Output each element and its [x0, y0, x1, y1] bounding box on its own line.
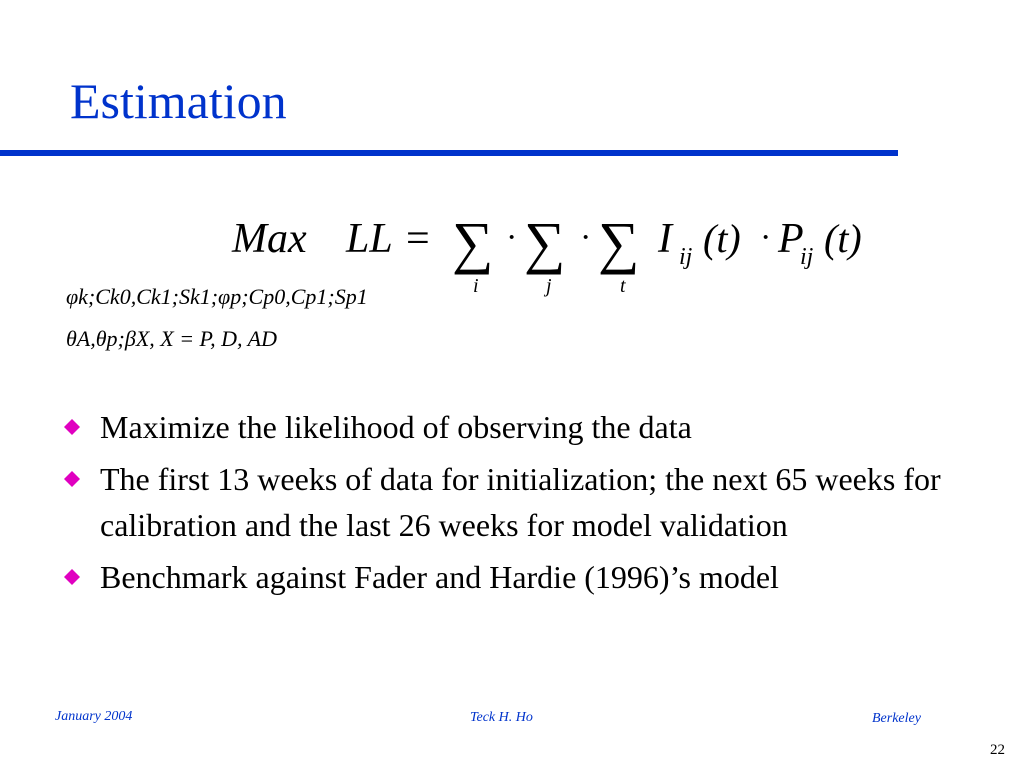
diamond-bullet-icon — [64, 471, 80, 487]
bullet-item — [64, 404, 964, 450]
diamond-bullet-icon — [64, 419, 80, 435]
diamond-bullet-icon — [64, 569, 80, 585]
parameters-line-1: φk;Ck0,Ck1;Sk1;φp;Cp0,Cp1;Sp1 — [66, 284, 368, 309]
page-number: 22 — [990, 742, 1005, 758]
slide-title: Estimation — [70, 73, 287, 129]
sum-symbol-t: ∑ — [598, 210, 640, 275]
formula-max: Max — [232, 216, 307, 262]
formula-ll: LL — [346, 216, 393, 262]
formula-i-arg: (t) — [703, 216, 741, 261]
dot-3: · — [760, 219, 772, 256]
dot-1: · — [506, 219, 518, 256]
footer-organization: Berkeley — [872, 711, 921, 726]
bullet-item — [64, 554, 964, 600]
bullet-text: The first 13 weeks of data for initialization; the next 65 weeks for calibration and the last 26 weeks for model validation — [100, 461, 941, 543]
sum-index-i: i — [473, 275, 479, 297]
dot-2: · — [580, 219, 592, 256]
likelihood-formula — [0, 0, 1024, 360]
bullet-item — [64, 456, 964, 548]
formula-i-sub: ij — [679, 244, 693, 270]
formula-p-sub: ij — [800, 244, 814, 270]
formula-equals: = — [406, 216, 430, 262]
bullet-list — [64, 404, 964, 606]
formula-i: I — [658, 216, 672, 262]
sum-index-t: t — [620, 275, 626, 297]
sum-index-j: j — [546, 275, 552, 297]
bullet-text: Benchmark against Fader and Hardie (1996)’s model — [100, 559, 779, 595]
bullet-text: Maximize the likelihood of observing the data — [100, 409, 692, 445]
sum-symbol-i: ∑ — [452, 210, 494, 275]
formula-p: P — [778, 216, 804, 262]
parameters-line-2: θA,θp;βX, X = P, D, AD — [66, 326, 277, 351]
footer-author: Teck H. Ho — [470, 710, 533, 725]
sum-symbol-j: ∑ — [524, 210, 566, 275]
formula-p-arg: (t) — [824, 216, 862, 261]
footer-date: January 2004 — [55, 709, 133, 724]
